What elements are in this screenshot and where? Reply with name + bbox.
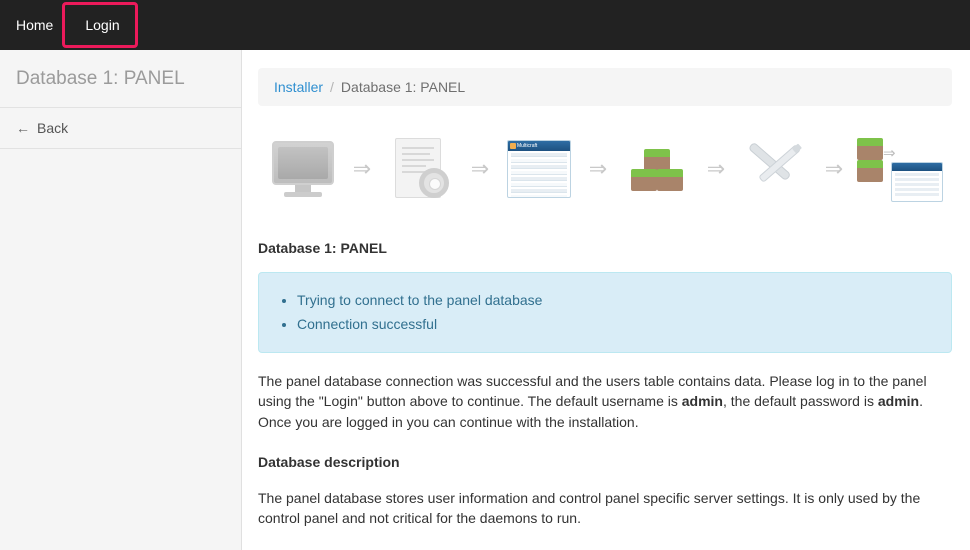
- step-arrow-4-icon: ⇒: [706, 156, 726, 181]
- database-description-text: The panel database stores user information and control panel specific server settings. It is only used by the control panel and not critical for the daemons to run.: [258, 489, 921, 527]
- connection-description-part2: , the default password is: [722, 393, 878, 410]
- connection-description-part1: The panel database connection was successful and the users table contains data. Please log in to the panel using the "Login" button above to continue. The default username is: [258, 373, 927, 410]
- list-item: • Connection successful: [297, 314, 935, 335]
- list-item: • Trying to connect to the panel database: [297, 290, 935, 311]
- panel-window-titlebar: Multicraft: [508, 141, 570, 151]
- nav-item-home[interactable]: Home: [16, 17, 54, 33]
- step-arrow-5-icon: ⇒: [824, 156, 844, 181]
- tools-icon: [744, 141, 806, 197]
- configuration-step: [384, 129, 458, 209]
- breadcrumb-current: Database 1: PANEL: [340, 79, 466, 95]
- breadcrumb-link-installer[interactable]: Installer: [274, 79, 324, 95]
- monitor-icon: [272, 141, 334, 197]
- sidebar-item-back[interactable]: [0, 107, 241, 149]
- connection-description: [258, 371, 952, 432]
- breadcrumb-separator: /: [330, 79, 334, 95]
- status-alert-list: [275, 290, 935, 335]
- step-arrow-2-icon: ⇒: [470, 156, 490, 181]
- database-description-heading: Database description: [258, 453, 400, 470]
- breadcrumb: [258, 68, 952, 106]
- blocks-window-icon: ⇒: [857, 136, 943, 202]
- step-arrow-3-icon: ⇒: [588, 156, 608, 181]
- sidebar-title: Database 1: PANEL: [16, 68, 185, 89]
- config-document-icon: [395, 138, 447, 200]
- connection-description-part3: . Once you are logged in you can continue with the installation.: [258, 393, 923, 430]
- content-wrapper: [0, 50, 970, 550]
- main-content: [242, 50, 970, 550]
- sidebar-item-label: Back: [37, 119, 69, 136]
- nav-item-login[interactable]: Login: [85, 17, 120, 33]
- sidebar: [0, 50, 242, 550]
- arrow-left-icon: ←: [16, 119, 30, 136]
- panel-window-icon: [507, 140, 571, 198]
- setup-step: [738, 129, 812, 209]
- page-title: Database 1: PANEL: [258, 240, 387, 256]
- requirements-step: [266, 129, 340, 209]
- top-navbar: [0, 0, 970, 50]
- finish-step: [856, 129, 944, 209]
- installer-step-strip: [258, 106, 952, 224]
- blocks-icon: [625, 141, 689, 197]
- daemon-step: [620, 129, 694, 209]
- step-arrow-1-icon: ⇒: [352, 156, 372, 181]
- panel-step: [502, 129, 576, 209]
- default-username-value: admin: [681, 393, 723, 410]
- default-password-value: admin: [877, 393, 920, 410]
- status-alert: [258, 272, 952, 353]
